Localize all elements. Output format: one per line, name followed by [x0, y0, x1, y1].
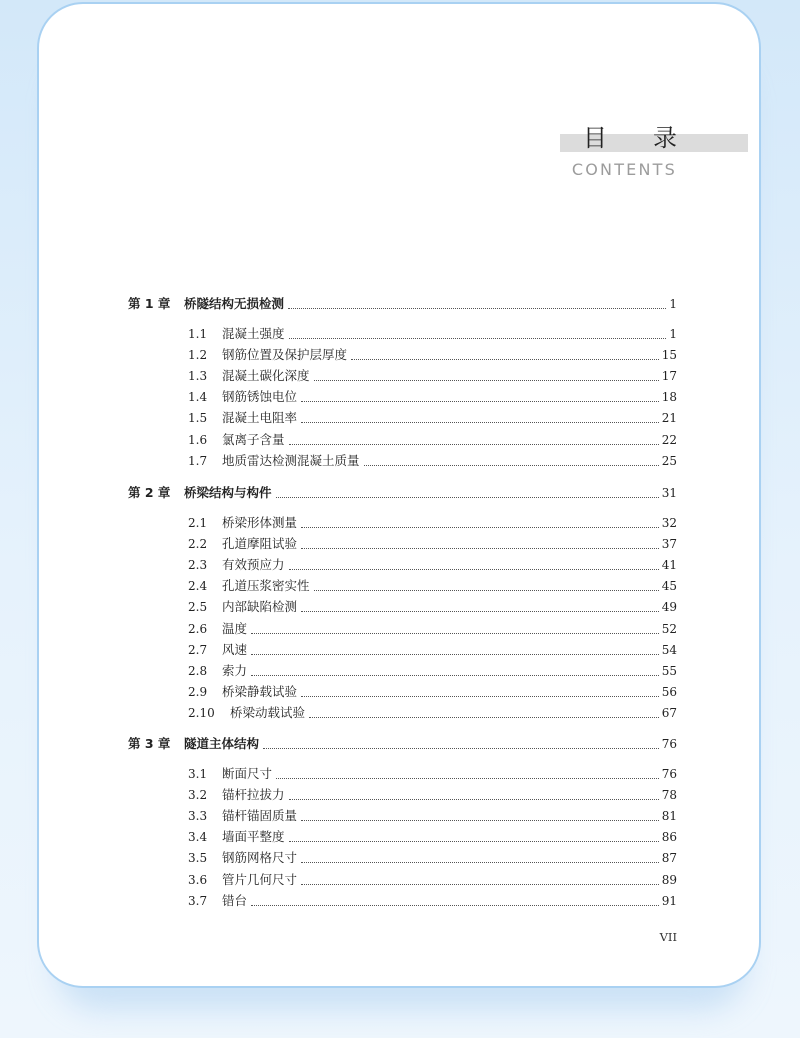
section-title: 孔道压浆密实性	[222, 578, 310, 593]
section-number: 2.2	[188, 537, 208, 551]
section-title: 内部缺陷检测	[222, 599, 298, 614]
section-title: 钢筋锈蚀电位	[222, 389, 298, 404]
section-number: 1.3	[188, 369, 208, 383]
page-ref: 49	[661, 600, 677, 614]
toc-section-row[interactable]	[128, 449, 677, 469]
section-number: 3.4	[188, 830, 208, 844]
toc-chapter-row[interactable]	[128, 292, 677, 312]
section-title: 风速	[222, 642, 248, 657]
section-title: 桥梁形体测量	[222, 515, 298, 530]
toc-section-row[interactable]	[128, 889, 677, 909]
section-number: 2.8	[188, 664, 208, 678]
page-ref: 31	[661, 486, 677, 500]
dot-leader	[251, 633, 659, 634]
toc-section-row[interactable]	[128, 532, 677, 552]
dot-leader	[314, 590, 659, 591]
section-number: 1.2	[188, 348, 208, 362]
toc-section-row[interactable]	[128, 595, 677, 615]
toc-section-row[interactable]	[128, 553, 677, 573]
section-title: 有效预应力	[222, 557, 285, 572]
dot-leader	[301, 884, 659, 885]
page-ref: 15	[661, 348, 677, 362]
toc-section-row[interactable]	[128, 638, 677, 658]
section-number: 3.5	[188, 851, 208, 865]
chapter-title: 桥隧结构无损检测	[184, 296, 285, 311]
dot-leader	[314, 380, 659, 381]
dot-leader	[276, 497, 659, 498]
page-ref: 22	[661, 433, 677, 447]
section-number: 3.7	[188, 894, 208, 908]
section-number: 2.1	[188, 516, 208, 530]
toc-chapter-row[interactable]	[128, 732, 677, 752]
toc-section-row[interactable]	[128, 511, 677, 531]
section-number: 2.6	[188, 622, 208, 636]
toc-section-row[interactable]	[128, 343, 677, 363]
dot-leader	[301, 422, 659, 423]
toc-section-row[interactable]	[128, 868, 677, 888]
toc-section-row[interactable]	[128, 701, 677, 721]
dot-leader	[251, 905, 659, 906]
page-ref: 91	[661, 894, 677, 908]
dot-leader	[289, 444, 659, 445]
dot-leader	[251, 675, 659, 676]
page-ref: 76	[661, 737, 677, 751]
section-number: 2.5	[188, 600, 208, 614]
page-ref: 87	[661, 851, 677, 865]
section-title: 温度	[222, 621, 248, 636]
page-ref: 45	[661, 579, 677, 593]
dot-leader	[289, 569, 659, 570]
dot-leader	[301, 611, 659, 612]
page-ref: 52	[661, 622, 677, 636]
dot-leader	[351, 359, 659, 360]
dot-leader	[301, 696, 659, 697]
section-number: 3.3	[188, 809, 208, 823]
dot-leader	[289, 338, 667, 339]
section-number: 1.7	[188, 454, 208, 468]
dot-leader	[263, 748, 659, 749]
page-ref: 41	[661, 558, 677, 572]
toc-section-row[interactable]	[128, 680, 677, 700]
dot-leader	[301, 401, 659, 402]
chapter-label: 第 3 章	[128, 736, 171, 751]
section-number: 1.6	[188, 433, 208, 447]
toc-section-row[interactable]	[128, 385, 677, 405]
toc-chapter-row[interactable]	[128, 481, 677, 501]
toc-section-row[interactable]	[128, 783, 677, 803]
page-ref: 54	[661, 643, 677, 657]
section-number: 2.4	[188, 579, 208, 593]
page-ref: 18	[661, 390, 677, 404]
dot-leader	[364, 465, 659, 466]
chapter-title: 桥梁结构与构件	[184, 485, 272, 500]
toc-section-row[interactable]	[128, 846, 677, 866]
toc-section-row[interactable]	[128, 659, 677, 679]
chapter-title: 隧道主体结构	[184, 736, 260, 751]
page-ref: 89	[661, 873, 677, 887]
section-title: 管片几何尺寸	[222, 872, 298, 887]
section-title: 孔道摩阻试验	[222, 536, 298, 551]
dot-leader	[309, 717, 659, 718]
page-ref: 86	[661, 830, 677, 844]
section-number: 3.6	[188, 873, 208, 887]
section-number: 2.10	[188, 706, 215, 720]
section-number: 1.4	[188, 390, 208, 404]
page-ref: 1	[669, 297, 677, 311]
section-title: 桥梁静载试验	[222, 684, 298, 699]
section-title: 混凝土强度	[222, 326, 285, 341]
dot-leader	[251, 654, 659, 655]
dot-leader	[301, 548, 659, 549]
section-title: 钢筋网格尺寸	[222, 850, 298, 865]
page-ref: 67	[661, 706, 677, 720]
toc-section-row[interactable]	[128, 364, 677, 384]
page-title	[583, 118, 677, 152]
page-ref: 37	[661, 537, 677, 551]
section-number: 3.2	[188, 788, 208, 802]
page-ref: 1	[669, 327, 677, 341]
section-title: 氯离子含量	[222, 432, 285, 447]
chapter-label: 第 1 章	[128, 296, 171, 311]
section-number: 1.5	[188, 411, 208, 425]
page-ref: 78	[661, 788, 677, 802]
toc-section-row[interactable]	[128, 406, 677, 426]
section-title: 断面尺寸	[222, 766, 273, 781]
title-char-right: 录	[653, 123, 677, 152]
section-title: 混凝土碳化深度	[222, 368, 310, 383]
section-title: 墙面平整度	[222, 829, 285, 844]
page-ref: 25	[661, 454, 677, 468]
section-number: 2.7	[188, 643, 208, 657]
toc-section-row[interactable]	[128, 617, 677, 637]
toc-section-row[interactable]	[128, 804, 677, 824]
toc-section-row[interactable]	[128, 574, 677, 594]
page-subtitle: CONTENTS	[571, 160, 677, 179]
dot-leader	[289, 841, 659, 842]
section-title: 地质雷达检测混凝土质量	[222, 453, 360, 468]
section-title: 索力	[222, 663, 248, 678]
section-title: 混凝土电阻率	[222, 410, 298, 425]
page-ref: 81	[661, 809, 677, 823]
section-number: 2.9	[188, 685, 208, 699]
section-title: 错台	[222, 893, 248, 908]
dot-leader	[301, 820, 659, 821]
toc-section-row[interactable]	[128, 825, 677, 845]
dot-leader	[288, 308, 666, 309]
page-ref: 21	[661, 411, 677, 425]
section-number: 1.1	[188, 327, 208, 341]
section-title: 桥梁动载试验	[230, 705, 306, 720]
page-ref: 76	[661, 767, 677, 781]
section-title: 钢筋位置及保护层厚度	[222, 347, 348, 362]
page-ref: 55	[661, 664, 677, 678]
page-ref: 56	[661, 685, 677, 699]
dot-leader	[301, 527, 659, 528]
section-title: 锚杆拉拔力	[222, 787, 285, 802]
chapter-label: 第 2 章	[128, 485, 171, 500]
toc-section-row[interactable]	[128, 762, 677, 782]
section-title: 锚杆锚固质量	[222, 808, 298, 823]
toc-section-row[interactable]	[128, 428, 677, 448]
page-ref: 17	[661, 369, 677, 383]
toc-section-row[interactable]	[128, 322, 677, 342]
section-number: 2.3	[188, 558, 208, 572]
dot-leader	[301, 862, 659, 863]
dot-leader	[289, 799, 659, 800]
page-number: VII	[659, 930, 677, 944]
section-number: 3.1	[188, 767, 208, 781]
page-ref: 32	[661, 516, 677, 530]
title-char-left: 目	[583, 123, 607, 152]
dot-leader	[276, 778, 659, 779]
